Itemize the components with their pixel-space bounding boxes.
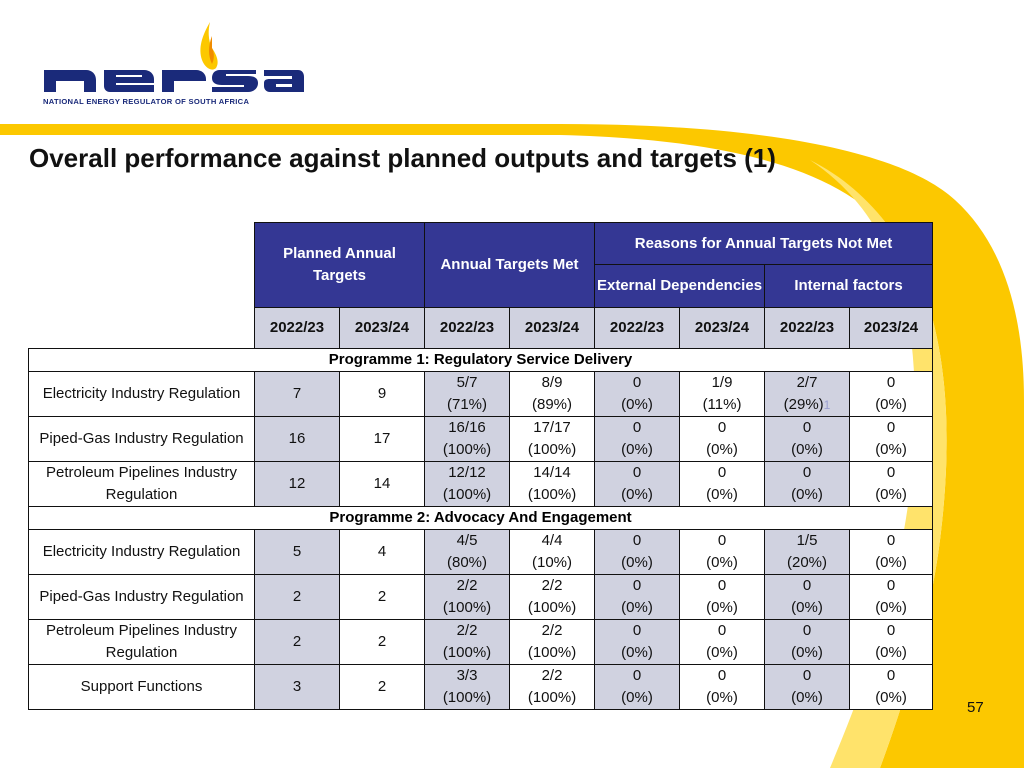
header-internal-factors: Internal factors [765,265,933,308]
cell-value: 0 [886,374,896,391]
targets-met-cell [425,372,510,417]
year-header: 2023/24 [510,308,595,349]
cell-value: 0 [886,419,896,436]
cell-value: 0 [886,577,896,594]
targets-met-cell [510,462,595,507]
table-row [29,530,933,575]
cell-value: 0 [632,374,642,391]
planned-target-cell: 3 [255,665,340,710]
cell-value: 0 [632,532,642,549]
cell-percent: (0%) [706,599,738,616]
cell-percent: (0%) [621,396,653,413]
external-dependency-cell [595,620,680,665]
cell-percent: (0%) [706,644,738,661]
cell-value: 5/7 [456,374,478,391]
internal-factor-cell [850,620,933,665]
external-dependency-cell [680,530,765,575]
row-label: Support Functions [29,665,255,710]
external-dependency-cell [595,530,680,575]
header-targets-met: Annual Targets Met [425,223,595,308]
cell-percent: (100%) [442,441,492,458]
row-label: Piped-Gas Industry Regulation [29,575,255,620]
cell-percent: (100%) [527,599,577,616]
cell-percent: (71%) [446,396,487,413]
cell-percent: (0%) [706,441,738,458]
cell-percent: (0%) [875,486,907,503]
cell-value: 0 [802,464,812,481]
cell-percent: (100%) [442,486,492,503]
cell-value: 14/14 [533,464,571,481]
cell-percent: (20%) [787,554,828,571]
cell-percent: (0%) [621,599,653,616]
planned-target-cell: 2 [340,665,425,710]
cell-value: 0 [717,464,727,481]
cell-value: 0 [886,464,896,481]
external-dependency-cell [595,575,680,620]
cell-percent: (0%) [791,486,823,503]
year-header: 2022/23 [425,308,510,349]
programme-heading: Programme 2: Advocacy And Engagement [29,507,933,530]
cell-percent: (0%) [621,554,653,571]
planned-target-cell: 16 [255,417,340,462]
cell-value: 0 [632,622,642,639]
nersa-wordmark [40,64,305,94]
page-title: Overall performance against planned outputs and targets (1) [29,143,776,173]
cell-percent: (11%) [702,396,742,413]
external-dependency-cell [680,575,765,620]
programme-heading: Programme 1: Regulatory Service Delivery [29,349,933,372]
footnote-marker: 1 [823,398,831,412]
cell-value: 0 [886,667,896,684]
targets-met-cell [425,575,510,620]
cell-percent: (0%) [791,599,823,616]
external-dependency-cell [680,620,765,665]
cell-percent: (0%) [621,441,653,458]
cell-value: 17/17 [533,419,571,436]
cell-value: 4/4 [541,532,563,549]
nersa-logo [40,18,305,110]
row-label: Petroleum Pipelines Industry Regulation [29,620,255,665]
cell-value: 0 [632,577,642,594]
cell-value: 1/5 [796,532,818,549]
header-planned-targets: Planned Annual Targets [255,223,425,308]
cell-value: 2/2 [456,577,478,594]
cell-percent: (0%) [875,554,907,571]
row-label: Petroleum Pipelines Industry Regulation [29,462,255,507]
header-reasons-not-met: Reasons for Annual Targets Not Met [595,223,933,265]
planned-target-cell: 7 [255,372,340,417]
cell-percent: (0%) [706,689,738,706]
year-header: 2023/24 [340,308,425,349]
targets-met-cell [510,372,595,417]
external-dependency-cell [680,417,765,462]
external-dependency-cell [595,462,680,507]
year-header: 2022/23 [595,308,680,349]
internal-factor-cell [850,372,933,417]
cell-value: 2/7 [796,374,818,391]
cell-percent: (0%) [875,644,907,661]
performance-table [28,222,933,710]
cell-value: 2/2 [541,577,563,594]
targets-met-cell [425,462,510,507]
cell-percent: (0%) [621,644,653,661]
targets-met-cell [425,620,510,665]
internal-factor-cell [765,620,850,665]
cell-percent: (100%) [442,689,492,706]
cell-value: 8/9 [541,374,563,391]
year-header: 2023/24 [680,308,765,349]
cell-percent: (29%) [783,396,824,413]
planned-target-cell: 17 [340,417,425,462]
corner-blank [29,223,255,308]
planned-target-cell: 9 [340,372,425,417]
cell-percent: (0%) [621,486,653,503]
targets-met-cell [425,665,510,710]
cell-value: 0 [632,419,642,436]
page-number: 57 [967,699,984,716]
planned-target-cell: 14 [340,462,425,507]
targets-met-cell [510,530,595,575]
targets-met-cell [510,665,595,710]
planned-target-cell: 2 [340,575,425,620]
cell-percent: (89%) [532,396,573,413]
cell-value: 0 [802,577,812,594]
internal-factor-cell [765,462,850,507]
table-row [29,417,933,462]
external-dependency-cell [680,665,765,710]
external-dependency-cell [680,462,765,507]
header-external-dependencies: External Dependencies [595,265,765,308]
programme-row [29,507,933,530]
planned-target-cell: 2 [255,620,340,665]
row-label: Piped-Gas Industry Regulation [29,417,255,462]
corner-blank-year [29,308,255,349]
internal-factor-cell [765,417,850,462]
table-row [29,620,933,665]
programme-row [29,349,933,372]
internal-factor-cell [850,462,933,507]
internal-factor-cell [850,530,933,575]
cell-percent: (0%) [875,441,907,458]
cell-value: 2/2 [456,622,478,639]
row-label: Electricity Industry Regulation [29,530,255,575]
planned-target-cell: 5 [255,530,340,575]
targets-met-cell [510,417,595,462]
cell-percent: (100%) [442,599,492,616]
cell-value: 3/3 [456,667,478,684]
external-dependency-cell [595,417,680,462]
cell-percent: (0%) [875,599,907,616]
cell-percent: (0%) [791,441,823,458]
cell-value: 0 [717,622,727,639]
cell-percent: (0%) [621,689,653,706]
cell-percent: (80%) [446,554,487,571]
cell-percent: (0%) [875,689,907,706]
cell-percent: (100%) [527,689,577,706]
cell-value: 16/16 [448,419,486,436]
cell-value: 4/5 [456,532,478,549]
targets-met-cell [510,575,595,620]
planned-target-cell: 2 [255,575,340,620]
cell-value: 1/9 [711,374,733,391]
cell-percent: (0%) [706,554,738,571]
targets-met-cell [425,417,510,462]
external-dependency-cell [595,372,680,417]
cell-percent: (100%) [442,644,492,661]
cell-percent: (10%) [532,554,573,571]
cell-percent: (0%) [875,396,907,413]
table-row [29,665,933,710]
internal-factor-cell [765,372,850,417]
cell-value: 0 [886,622,896,639]
cell-percent: (0%) [791,644,823,661]
internal-factor-cell [765,575,850,620]
cell-percent: (100%) [527,644,577,661]
cell-percent: (100%) [527,486,577,503]
table-row [29,372,933,417]
logo-subtitle: NATIONAL ENERGY REGULATOR OF SOUTH AFRICA [43,97,250,106]
cell-percent: (0%) [706,486,738,503]
cell-value: 0 [717,532,727,549]
table-row [29,575,933,620]
table-row [29,462,933,507]
cell-percent: (0%) [791,689,823,706]
table-body [29,349,933,710]
cell-value: 0 [632,464,642,481]
cell-percent: (100%) [527,441,577,458]
cell-value: 0 [717,577,727,594]
internal-factor-cell [850,665,933,710]
targets-met-cell [510,620,595,665]
cell-value: 0 [802,419,812,436]
planned-target-cell: 2 [340,620,425,665]
internal-factor-cell [850,575,933,620]
cell-value: 0 [802,622,812,639]
cell-value: 0 [802,667,812,684]
year-header: 2022/23 [765,308,850,349]
year-header: 2022/23 [255,308,340,349]
cell-value: 0 [632,667,642,684]
internal-factor-cell [765,665,850,710]
cell-value: 0 [717,667,727,684]
cell-value: 2/2 [541,622,563,639]
external-dependency-cell [680,372,765,417]
external-dependency-cell [595,665,680,710]
cell-value: 12/12 [448,464,486,481]
targets-met-cell [425,530,510,575]
cell-value: 0 [886,532,896,549]
planned-target-cell: 4 [340,530,425,575]
cell-value: 0 [717,419,727,436]
year-header: 2023/24 [850,308,933,349]
cell-value: 2/2 [541,667,563,684]
internal-factor-cell [850,417,933,462]
internal-factor-cell [765,530,850,575]
row-label: Electricity Industry Regulation [29,372,255,417]
planned-target-cell: 12 [255,462,340,507]
